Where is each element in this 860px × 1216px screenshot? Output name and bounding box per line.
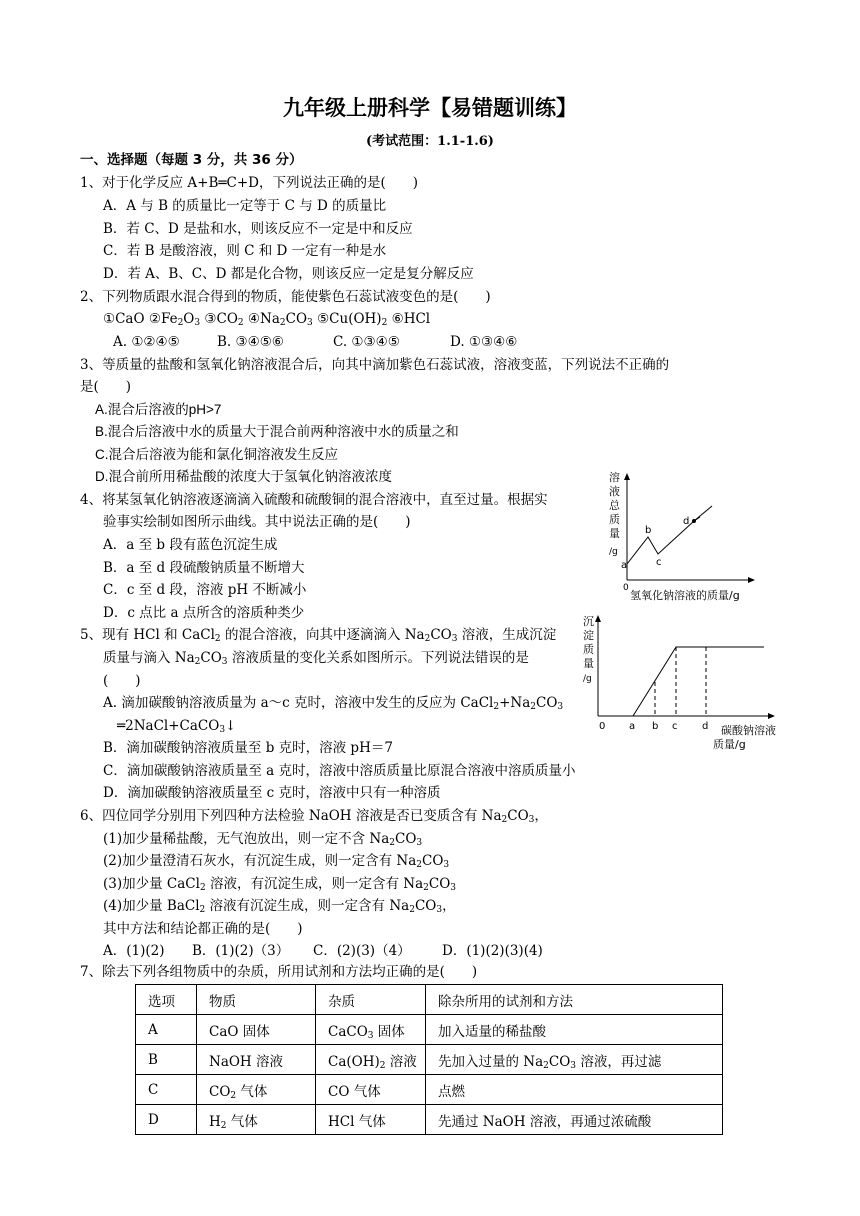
q5-ylabel-5: /g [583, 674, 592, 684]
q5-stem-cont: 质量与滴入 $Na_2CO_3$ 溶液质量的变化关系如图所示。下列说法错误的是 [103, 650, 529, 667]
q5-origin: 0 [599, 721, 606, 732]
q4-option-c: C．c 至 d 段，溶液 pH 不断减小 [103, 582, 307, 598]
q5-option-a: A. 滴加碳酸钠溶液质量为 a～c 克时，溶液中发生的反应为 $CaCl_2+Na_2CO_3$ [103, 695, 564, 712]
table-cell: CaCO$_3$ 固体 [316, 1015, 426, 1045]
q3-option-b: B.混合后溶液中水的质量大于混合前两种溶液中水的质量之和 [95, 424, 459, 439]
table-cell: HCl 气体 [316, 1105, 426, 1135]
q4-ylabel-1: 溶 [609, 471, 620, 484]
q6-option-a: A．(1)(2) [103, 943, 165, 959]
q6-option-d: D．(1)(2)(3)(4) [442, 943, 543, 959]
table-header-cell: 杂质 [316, 985, 426, 1015]
table-cell: $H_2$ 气体 [197, 1105, 316, 1135]
q5-option-b: B．滴加碳酸钠溶液质量至 b 克时，溶液 pH＝7 [103, 740, 393, 756]
q4-option-a: A．a 至 b 段有蓝色沉淀生成 [103, 537, 278, 553]
q3-stem-cont: 是( ) [80, 379, 132, 395]
q4-xlabel: 氢氧化钠溶液的质量/g [630, 589, 740, 602]
table-cell: B [136, 1045, 197, 1075]
q4-ylabel-5: 量 [609, 527, 620, 540]
q5-stem-paren: ( ) [103, 673, 141, 689]
q4-label-a: a [621, 560, 628, 571]
table-row [136, 1045, 723, 1075]
q1-option-c: C．若 B 是酸溶液，则 C 和 D 一定有一种是水 [103, 243, 387, 259]
q4-ylabel-2: 液 [609, 485, 620, 498]
q4-curve-tail [694, 506, 712, 521]
table-header-cell: 除杂所用的试剂和方法 [426, 985, 723, 1015]
q5-ylabel-3: 质 [583, 643, 594, 656]
q5-xlabel-1: 碳酸钠溶液 [721, 724, 776, 737]
table-row [136, 1075, 723, 1105]
section-heading: 一、选择题（每题 3 分，共 36 分） [80, 152, 303, 168]
table-cell: $Ca(OH)_2$ 溶液 [316, 1045, 426, 1075]
q1-stem: 1、对于化学反应 A+B═C+D，下列说法正确的是( ) [80, 175, 418, 191]
table-cell: 先加入过量的 $Na_2CO_3$ 溶液，再过滤 [426, 1045, 723, 1075]
table-cell: CaO 固体 [197, 1015, 316, 1045]
q2-option-c: C. ①③④⑤ [333, 334, 400, 350]
table-row [136, 1105, 723, 1135]
q5-label-a: a [629, 721, 636, 732]
q7-stem: 7、除去下列各组物质中的杂质，所用试剂和方法均正确的是( ) [80, 964, 478, 980]
q6-option-c: C．(2)(3)（4） [313, 943, 411, 959]
q5-stem: 5、现有 HCl 和 CaCl$_2$ 的混合溶液，向其中逐滴滴入 $Na_2CO_3$ 溶液，生成沉淀 [80, 627, 557, 644]
table-cell: C [136, 1075, 197, 1105]
q5-label-b: b [652, 721, 659, 732]
table-cell: NaOH 溶液 [197, 1045, 316, 1075]
q3-option-c: C.混合后溶液为能和氯化铜溶液发生反应 [95, 447, 338, 462]
table-header-row [136, 985, 723, 1015]
q3-option-d: D.混合前所用稀盐酸的浓度大于氢氧化钠溶液浓度 [95, 469, 392, 484]
q4-option-b: B．a 至 d 段硫酸钠质量不断增大 [103, 560, 305, 576]
q4-label-c: c [656, 557, 662, 568]
q5-label-c: c [672, 721, 678, 732]
q6-method-2: (2)加少量澄清石灰水，有沉淀生成，则一定含有 $Na_2CO_3$ [103, 853, 450, 870]
q2-option-a: A. ①②④⑤ [113, 334, 180, 350]
q6-method-3: (3)加少量 CaCl$_2$ 溶液，有沉淀生成，则一定含有 $Na_2CO_3$ [103, 876, 457, 893]
q2-option-d: D. ①③④⑥ [450, 334, 518, 350]
q4-graph [600, 468, 760, 608]
table-cell: 先通过 NaOH 溶液，再通过浓硫酸 [426, 1105, 723, 1135]
q4-ylabel-4: 质 [609, 513, 620, 526]
q5-curve [633, 647, 764, 716]
q5-option-a-cont: ═2NaCl+CaCO$_3$↓ [117, 718, 237, 735]
q6-question: 其中方法和结论都正确的是( ) [103, 921, 303, 937]
table-cell: $CO_2$ 气体 [197, 1075, 316, 1105]
q1-option-b: B．若 C、D 是盐和水，则该反应不一定是中和反应 [103, 221, 413, 237]
q7-table [135, 984, 723, 1135]
q2-option-b: B. ③④⑤⑥ [217, 334, 284, 350]
table-cell: 点燃 [426, 1075, 723, 1105]
table-cell: D [136, 1105, 197, 1135]
q4-point-d [692, 519, 696, 523]
q5-graph [578, 612, 778, 754]
q4-stem: 4、将某氢氧化钠溶液逐滴滴入硫酸和硫酸铜的混合溶液中，直至过量。根据实 [80, 492, 548, 508]
q4-x-arrow [748, 577, 755, 583]
q6-option-b: B．(1)(2)（3） [192, 943, 290, 959]
q5-y-arrow [595, 615, 601, 622]
q6-stem: 6、四位同学分别用下列四种方法检验 NaOH 溶液是否已变质含有 $Na_2CO_3$， [80, 808, 548, 825]
q4-stem-cont: 验事实绘制如图所示曲线。其中说法正确的是( ) [103, 514, 411, 530]
exam-scope: (考试范围：1.1-1.6) [366, 134, 494, 149]
table-cell: 加入适量的稀盐酸 [426, 1015, 723, 1045]
table-row [136, 1015, 723, 1045]
q1-option-a: A．A 与 B 的质量比一定等于 C 与 D 的质量比 [103, 198, 387, 214]
q6-method-1: (1)加少量稀盐酸，无气泡放出，则一定不含 $Na_2CO_3$ [103, 831, 423, 848]
q5-label-d: d [702, 721, 709, 732]
q5-ylabel-4: 量 [583, 657, 594, 670]
table-header-cell: 选项 [136, 985, 197, 1015]
page-title: 九年级上册科学【易错题训练】 [283, 96, 577, 120]
table-cell: A [136, 1015, 197, 1045]
table-header-cell: 物质 [197, 985, 316, 1015]
q1-option-d: D．若 A、B、C、D 都是化合物，则该反应一定是复分解反应 [103, 266, 474, 282]
q2-items: ①CaO $②Fe_2O_3$ $③CO_2$ $④Na_2CO_3$ $⑤Cu(OH)_2$ ⑥HCl [103, 311, 431, 328]
q4-ylabel-6: /g [609, 547, 618, 557]
table-cell: CO 气体 [316, 1075, 426, 1105]
q3-option-a: A.混合后溶液的pH>7 [95, 402, 222, 417]
q3-stem: 3、等质量的盐酸和氢氧化钠溶液混合后，向其中滴加紫色石蕊试液，溶液变蓝，下列说法不正确的 [80, 357, 670, 373]
q5-option-d: D．滴加碳酸钠溶液质量至 c 克时，溶液中只有一种溶质 [103, 785, 441, 801]
q5-x-arrow [768, 713, 775, 719]
q4-label-d: d [683, 516, 690, 527]
q5-ylabel-1: 沉 [583, 615, 594, 628]
q5-ylabel-2: 淀 [583, 629, 594, 642]
q4-origin: 0 [623, 583, 629, 593]
q4-ylabel-3: 总 [609, 499, 620, 512]
q2-stem: 2、下列物质跟水混合得到的物质，能使紫色石蕊试液变色的是( ) [80, 289, 491, 305]
q6-method-4: (4)加少量 BaCl$_2$ 溶液有沉淀生成，则一定含有 $Na_2CO_3$， [103, 898, 456, 915]
q4-label-b: b [645, 525, 652, 536]
q4-y-arrow [624, 473, 630, 480]
q5-xlabel-2: 质量/g [713, 738, 746, 751]
q4-option-d: D．c 点比 a 点所含的溶质种类少 [103, 605, 305, 621]
q5-option-c: C．滴加碳酸钠溶液质量至 a 克时，溶液中溶质质量比原混合溶液中溶质质量小 [103, 763, 576, 779]
